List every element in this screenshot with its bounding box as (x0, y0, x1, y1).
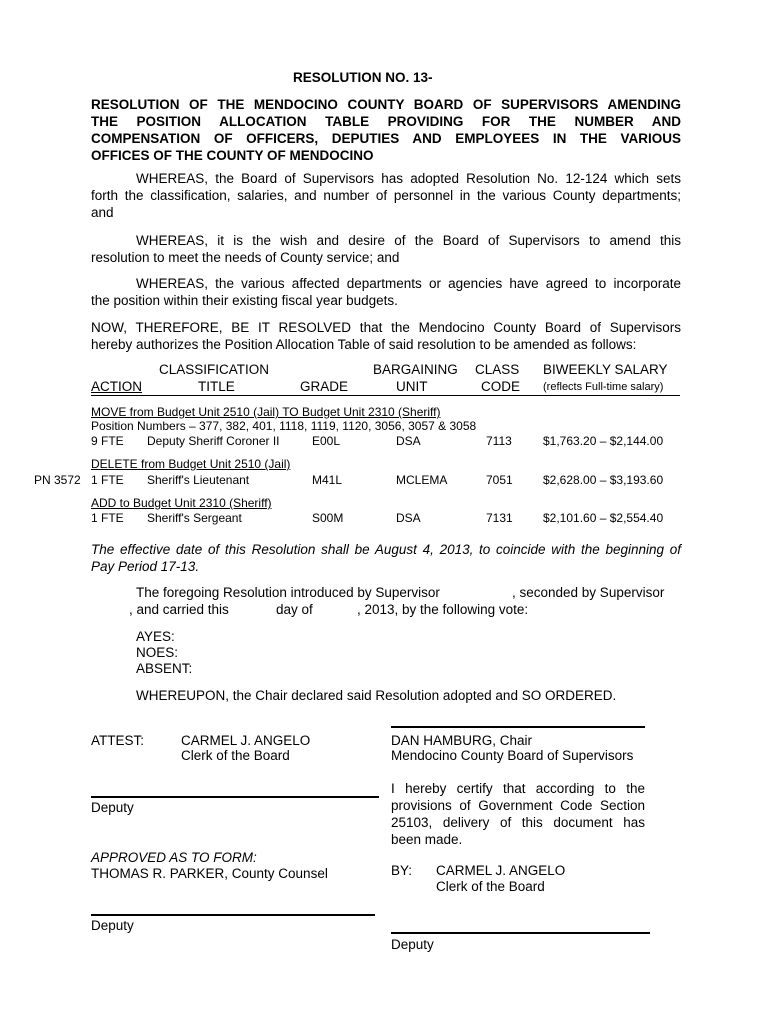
title-line: COMPENSATION OF OFFICERS, DEPUTIES AND EMPLOYEES IN THE VARIOUS (91, 131, 681, 146)
row-title: Deputy Sheriff Coroner II (147, 434, 280, 448)
row-action: 1 FTE (91, 473, 124, 487)
county-counsel: THOMAS R. PARKER, County Counsel (91, 866, 328, 881)
chair-name: DAN HAMBURG, Chair (391, 733, 533, 748)
header-classification: CLASSIFICATION (159, 362, 270, 377)
approved-label: APPROVED AS TO FORM: (91, 850, 257, 865)
header-underline (91, 395, 680, 396)
text-line: and (91, 205, 114, 220)
whereas-paragraph-1 (91, 170, 681, 221)
row-grade: E00L (312, 434, 341, 448)
row-title: Sheriff's Sergeant (147, 511, 242, 525)
whereas-paragraph-2 (91, 232, 681, 266)
row-unit: MCLEMA (396, 473, 448, 487)
by-name: CARMEL J. ANGELO (436, 863, 566, 878)
clerk-title: Clerk of the Board (181, 748, 290, 763)
header-code: CODE (481, 379, 521, 394)
header-title: TITLE (198, 379, 235, 394)
vote-noes: NOES: (136, 645, 179, 660)
text-line: WHEREAS, the Board of Supervisors has adopted Resolution No. 12-124 which sets (136, 171, 681, 186)
row-code: 7051 (486, 473, 513, 487)
clerk-name: CARMEL J. ANGELO (181, 733, 311, 748)
header-class: CLASS (475, 362, 520, 377)
row-action: 9 FTE (91, 434, 124, 448)
foregoing-text: day of (276, 602, 313, 617)
move-heading: MOVE from Budget Unit 2510 (Jail) TO Budget Unit 2310 (Sheriff) (91, 405, 441, 419)
resolution-number: RESOLUTION NO. 13- (293, 70, 433, 85)
text-line: been made. (391, 832, 463, 847)
header-bargaining: BARGAINING (373, 362, 458, 377)
text-line: The effective date of this Resolution shall be August 4, 2013, to coincide with the beginning of (91, 542, 681, 557)
text-line: provisions of Government Code Section (391, 798, 645, 813)
effective-date-paragraph (91, 541, 681, 575)
position-number: PN 3572 (34, 473, 81, 487)
counsel-deputy-signature-line (91, 914, 375, 916)
whereupon-text: WHEREUPON, the Chair declared said Resolution adopted and SO ORDERED. (136, 688, 617, 703)
title-line: OFFICES OF THE COUNTY OF MENDOCINO (91, 148, 374, 163)
row-title: Sheriff's Lieutenant (147, 473, 250, 487)
row-unit: DSA (396, 434, 421, 448)
attest-label: ATTEST: (91, 733, 145, 748)
text-line: NOW, THEREFORE, BE IT RESOLVED that the Mendocino County Board of Supervisors (91, 320, 681, 335)
text-line: resolution to meet the needs of County service; and (91, 250, 400, 265)
row-salary: $1,763.20 – $2,144.00 (543, 434, 664, 448)
by-label: BY: (391, 863, 413, 878)
row-salary: $2,628.00 – $3,193.60 (543, 473, 664, 487)
header-grade: GRADE (300, 379, 349, 394)
row-code: 7131 (486, 511, 513, 525)
text-line: WHEREAS, it is the wish and desire of the Board of Supervisors to amend this (136, 233, 681, 248)
text-line: hereby authorizes the Position Allocation Table of said resolution to be amended as follows: (91, 337, 637, 352)
foregoing-text: The foregoing Resolution introduced by Supervisor (136, 585, 440, 600)
header-action: ACTION (91, 379, 143, 394)
vote-absent: ABSENT: (136, 661, 193, 676)
header-salary: BIWEEKLY SALARY (543, 362, 668, 377)
delete-heading: DELETE from Budget Unit 2510 (Jail) (91, 457, 291, 471)
foregoing-text: , and carried this (129, 602, 229, 617)
row-grade: S00M (312, 511, 344, 525)
row-code: 7113 (486, 434, 512, 448)
title-line: THE POSITION ALLOCATION TABLE PROVIDING FOR THE NUMBER AND (91, 114, 681, 129)
attest-deputy-label: Deputy (91, 800, 134, 815)
text-line: Pay Period 17-13. (91, 559, 200, 574)
resolution-title (91, 96, 681, 164)
row-unit: DSA (396, 511, 421, 525)
chair-signature-line (391, 726, 645, 728)
text-line: forth the classification, salaries, and number of personnel in the various County departments; (91, 188, 681, 203)
counsel-deputy-label: Deputy (91, 918, 134, 933)
row-action: 1 FTE (91, 511, 124, 525)
vote-ayes: AYES: (136, 629, 175, 644)
row-salary: $2,101.60 – $2,554.40 (543, 511, 664, 525)
by-title: Clerk of the Board (436, 879, 545, 894)
chair-title: Mendocino County Board of Supervisors (391, 748, 634, 763)
title-line: RESOLUTION OF THE MENDOCINO COUNTY BOARD OF SUPERVISORS AMENDING (91, 97, 681, 112)
move-positions: Position Numbers – 377, 382, 401, 1118, 1119, 1120, 3056, 3057 & 3058 (91, 419, 477, 433)
certify-paragraph (391, 780, 645, 848)
text-line: 25103, delivery of this document has (391, 815, 645, 830)
resolved-paragraph (91, 319, 681, 353)
text-line: the position within their existing fiscal year budgets. (91, 293, 398, 308)
text-line: WHEREAS, the various affected departments or agencies have agreed to incorporate (136, 276, 681, 291)
header-unit: UNIT (396, 379, 428, 394)
text-line: I hereby certify that according to the (391, 781, 645, 796)
attest-deputy-signature-line (91, 796, 379, 798)
foregoing-text: , seconded by Supervisor (512, 585, 665, 600)
clerk-deputy-signature-line (391, 932, 650, 934)
foregoing-text: , 2013, by the following vote: (357, 602, 529, 617)
whereas-paragraph-3 (91, 275, 681, 309)
add-heading: ADD to Budget Unit 2310 (Sheriff) (91, 496, 272, 510)
header-salary-note: (reflects Full-time salary) (543, 381, 664, 393)
row-grade: M41L (312, 473, 343, 487)
clerk-deputy-label: Deputy (391, 937, 434, 952)
